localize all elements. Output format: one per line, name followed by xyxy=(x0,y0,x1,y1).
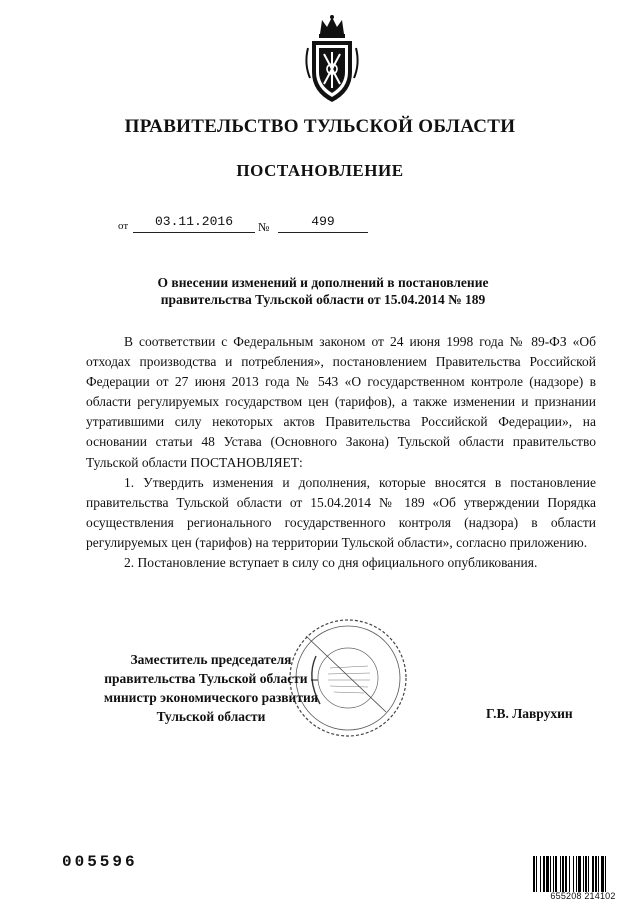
number-sign-label: № xyxy=(258,220,270,234)
signatory-line-2: правительства Тульской области – xyxy=(104,671,318,686)
subject-line-1: О внесении изменений и дополнений в постановление xyxy=(157,275,489,290)
government-title: ПРАВИТЕЛЬСТВО ТУЛЬСКОЙ ОБЛАСТИ xyxy=(124,116,516,137)
signatory-line-4: Тульской области xyxy=(156,709,266,724)
body-paragraph-preamble: В соответствии с Федеральным законом от 24 июня 1998 года № 89-ФЗ «Об отходах производства и потребления», постановлением Правительства Российской Федерации от 27 июня 2013 года № 543 «О государственном контроле (надзоре) в области регулируемых государством цен (тарифов), а также изменении и признании утратившими силу некоторых актов Правительства Российской Федерации», на основании статьи 48 Устава (Основного Закона) Тульской области правительство Тульской области ПОСТАНОВЛЯЕТ: xyxy=(86,334,596,470)
barcode-graphic xyxy=(533,856,633,892)
decree-subject xyxy=(90,274,556,308)
body-paragraph-item-2: 2. Постановление вступает в силу со дня официального опубликования. xyxy=(124,555,538,571)
decree-body xyxy=(86,332,596,573)
coat-of-arms-emblem xyxy=(300,14,364,106)
document-serial-number: 005596 xyxy=(62,853,138,871)
signatory-line-3: министр экономического развития xyxy=(103,690,319,705)
document-type-title: ПОСТАНОВЛЕНИЕ xyxy=(236,161,404,180)
body-paragraph-item-1: 1. Утвердить изменения и дополнения, которые вносятся в постановление правительства Тульской области от 15.04.2014 № 189 «Об утверждении Порядка осуществления регионального государственного контроля (надзора) в области регулируемых цен (тарифов) на территории Тульской области», согласно приложению. xyxy=(86,474,596,550)
decree-meta xyxy=(118,212,418,238)
decree-date: 03.11.2016 xyxy=(133,212,255,233)
date-prefix-label: от xyxy=(118,220,129,232)
signatory-line-1: Заместитель председателя xyxy=(130,652,292,667)
signatory-position xyxy=(96,650,326,726)
signatory-name: Г.В. Лаврухин xyxy=(486,706,573,721)
decree-number: 499 xyxy=(278,212,368,233)
subject-line-2: правительства Тульской области от 15.04.2014 № 189 xyxy=(160,292,486,307)
barcode-number: 655208 214102 xyxy=(550,891,616,901)
